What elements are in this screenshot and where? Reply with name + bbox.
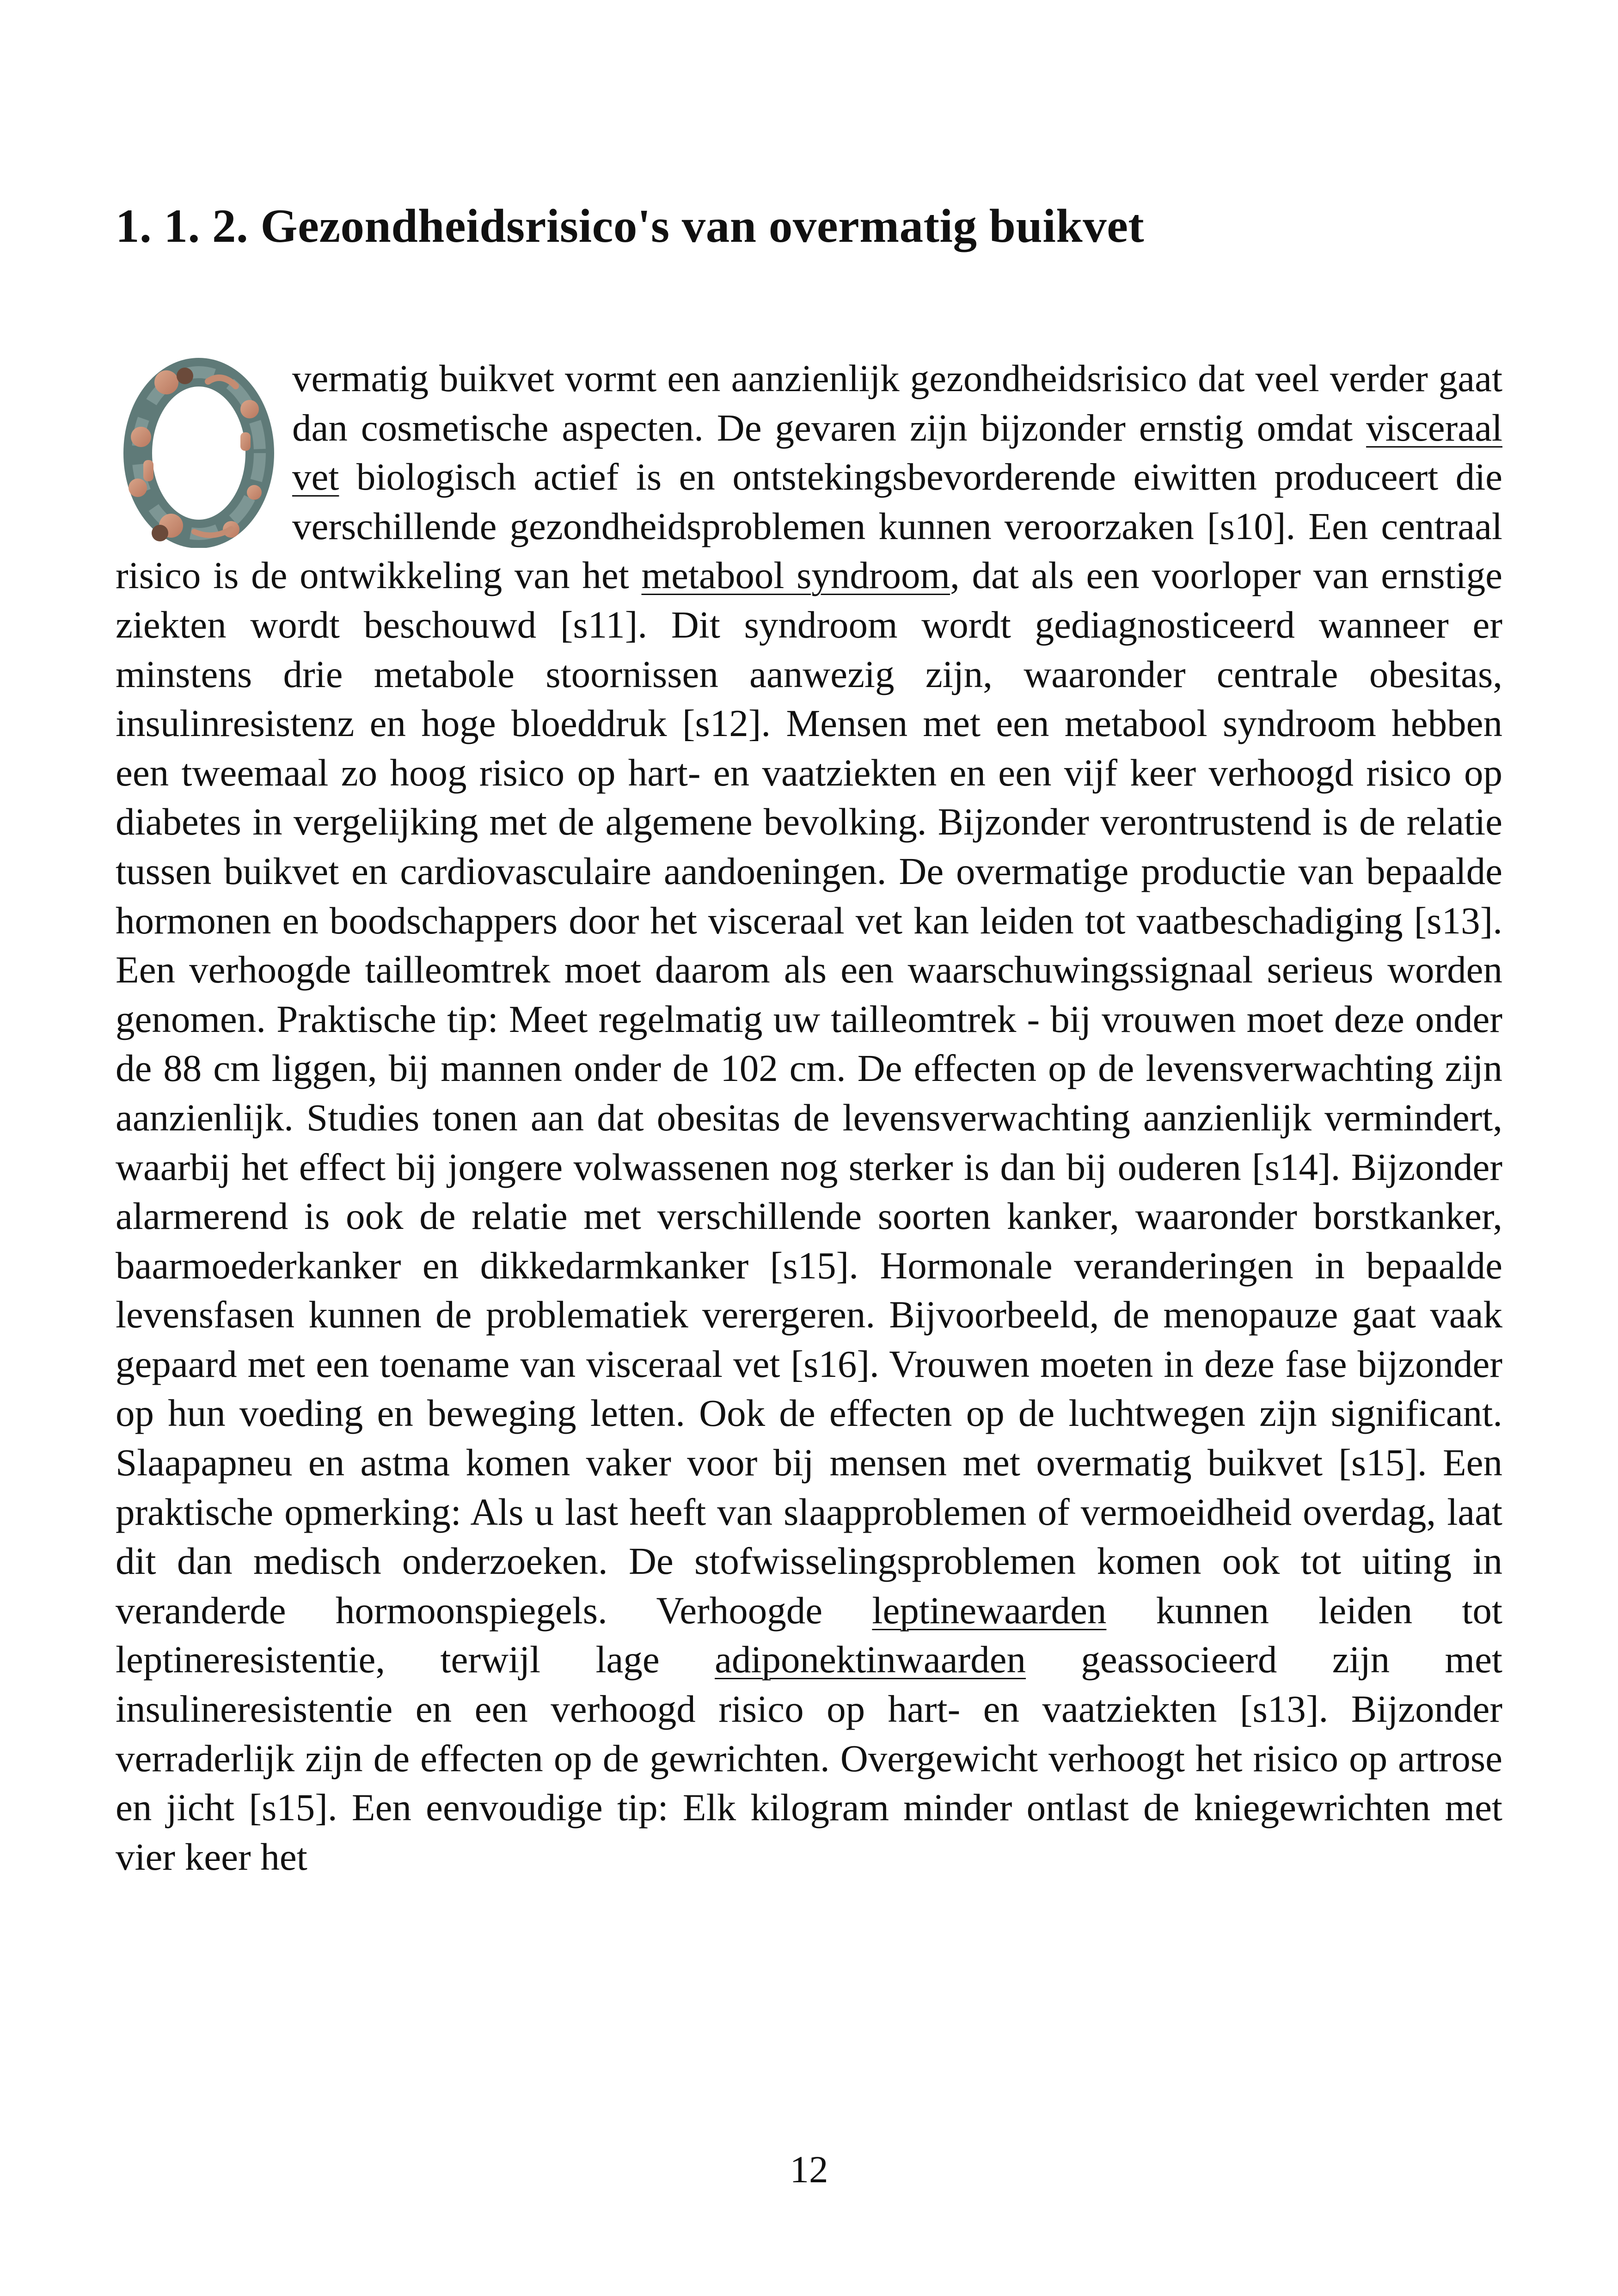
paragraph-text-5: geassocieerd zijn met insulineresistentie en een verhoogd risico op hart- en vaatziekten [s13]. Bijzonder verraderlijk zijn de effecten op de gewrichten. Overgewicht verhoogt het risico op artrose en jicht [s15]. Een eenvoudige tip: Elk kilogram minder ontlast de kniegewrichten met vier keer het (116, 1638, 1502, 1878)
page-number: 12 (790, 2148, 828, 2191)
paragraph-text-4: kunnen leiden tot leptineresistentie, terwijl lage (116, 1589, 1502, 1681)
section-heading: 1. 1. 2. Gezondheidsrisico's van overmatig buikvet (116, 200, 1145, 252)
dropcap-letter-o (116, 354, 282, 548)
paragraph-text-3: , dat als een voorloper van ernstige ziekten wordt beschouwd [s11]. Dit syndroom wordt gediagnosticeerd wanneer er minstens drie metabole stoornissen aanwezig zijn, waaronder centrale obesitas, insulinresistenz en hoge bloeddruk [s12]. Mensen met een metabool syndroom hebben een tweemaal zo hoog risico op hart- en vaatziekten en een vijf keer verhoogd risico op diabetes in vergelijking met de algemene bevolking. Bijzonder verontrustend is de relatie tussen buikvet en cardiovasculaire aandoeningen. De overmatige productie van bepaalde hormonen en boodschappers door het visceraal vet kan leiden tot vaatbeschadiging [s13]. Een verhoogde tailleomtrek moet daarom als een waarschuwingssignaal serieus worden genomen. Praktische tip: Meet regelmatig uw tailleomtrek - bij vrouwen moet deze onder de 88 cm liggen, bij mannen onder de 102 cm. De effecten op de levensverwachting zijn aanzienlijk. Studies tonen aan dat obesitas de levensverwachting aanzienlijk vermindert, waarbij het effect bij jongere volwassenen nog sterker is dan bij ouderen [s14]. Bijzonder alarmerend is ook de relatie met verschillende soorten kanker, waaronder borstkanker, baarmoederkanker en dikkedarmkanker [s15]. Hormonale veranderingen in bepaalde levensfasen kunnen de problematiek verergeren. Bijvoorbeeld, de menopauze gaat vaak gepaard met een toename van visceraal vet [s16]. Vrouwen moeten in deze fase bijzonder op hun voeding en beweging letten. Ook de effecten op de luchtwegen zijn significant. Slaapapneu en astma komen vaker voor bij mensen met overmatig buikvet [s15]. Een praktische opmerking: Als u last heeft van slaapproblemen of vermoeidheid overdag, laat dit dan medisch onderzoeken. De stofwisselingsproblemen komen ook tot uiting in veranderde hormoonspiegels. Verhoogde (116, 554, 1503, 1632)
body-paragraph (116, 354, 1502, 1881)
term-metabool-syndroom: metabool syndroom (641, 554, 950, 597)
term-adiponektinwaarden: adiponektinwaarden (715, 1638, 1026, 1681)
paragraph-text-1: vermatig buikvet vormt een aanzienlijk gezondheidsrisico dat veel verder gaat dan cosmetische aspecten. De gevaren zijn bijzonder ernstig omdat (292, 357, 1502, 449)
paragraph-text-2: biologisch actief is en ontstekingsbevorderende eiwitten produceert die verschillende gezondheidsproblemen kunnen veroorzaken [s10]. Een centraal risico is de ontwikkeling van het (116, 455, 1502, 597)
term-leptinewaarden: leptinewaarden (872, 1589, 1107, 1632)
term-visceraal-vet: visceraal vet (292, 406, 1502, 498)
illustrated-initial-letter-o-figures (116, 354, 282, 548)
